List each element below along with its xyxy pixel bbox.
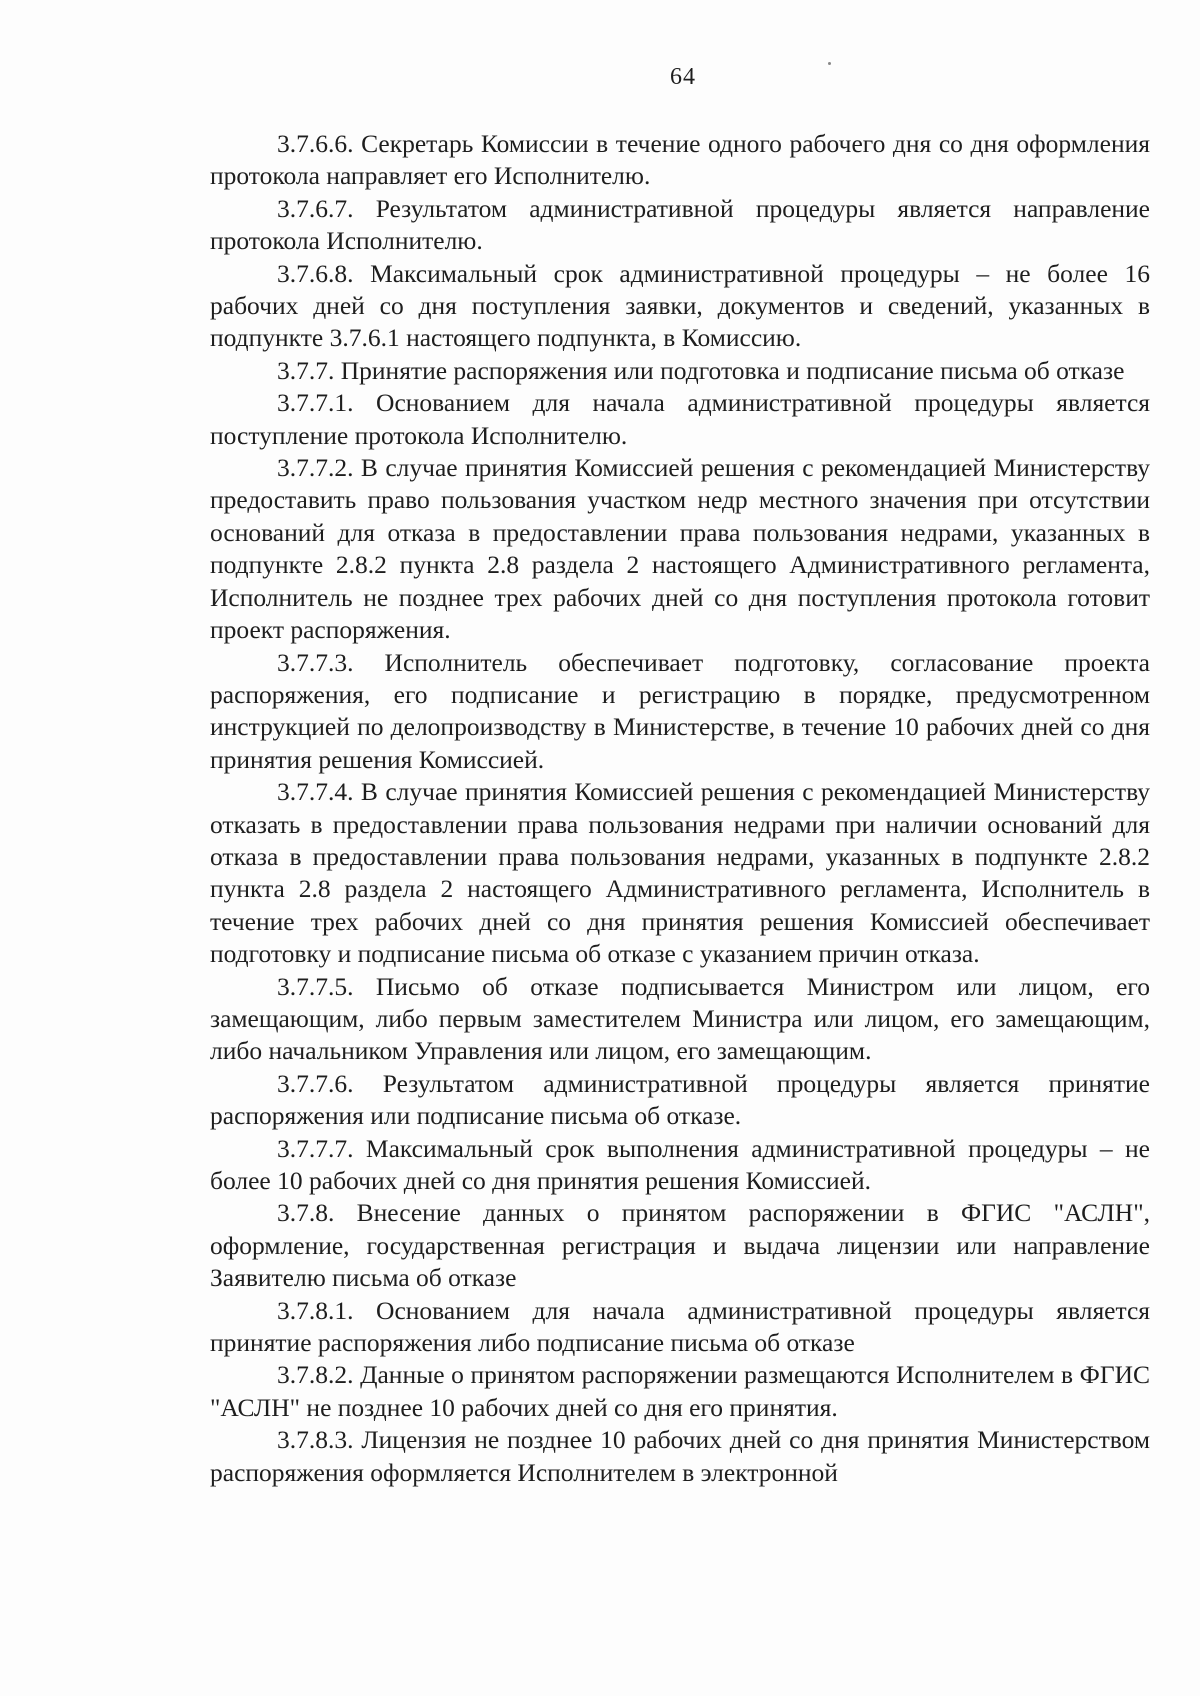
paragraph-3-7-6-6: 3.7.6.6. Секретарь Комиссии в течение одного рабочего дня со дня оформления протокола направляет его Исполнителю. xyxy=(210,129,1150,191)
paragraph-3-7-7-7: 3.7.7.7. Максимальный срок выполнения административной процедуры – не более 10 рабочих дней со дня принятия решения Комиссией. xyxy=(210,1133,1150,1195)
paragraph-3-7-7-4: 3.7.7.4. В случае принятия Комиссией решения с рекомендацией Министерству отказать в предоставлении права пользования недрами при наличии оснований для отказа в предоставлении права пользования недрами, указанных в подпункте 2.8.2 пункта 2.8 раздела 2 настоящего Административного регламента, Исполнитель в течение трех рабочих дней со дня принятия решения Комиссией обеспечивает подготовку и подписание письма об отказе с указанием причин отказа. xyxy=(210,777,1150,969)
paragraph-3-7-7-2: 3.7.7.2. В случае принятия Комиссией решения с рекомендацией Министерству предоставить право пользования участком недр местного значения при отсутствии оснований для отказа в предоставлении права пользования недрами, указанных в подпункте 2.8.2 пункта 2.8 раздела 2 настоящего Административного регламента, Исполнитель не позднее трех рабочих дней со дня поступления протокола готовит проект распоряжения. xyxy=(210,453,1150,645)
paragraph-3-7-6-7: 3.7.6.7. Результатом административной процедуры является направление протокола Исполнителю. xyxy=(210,193,1150,256)
paragraph-3-7-8-1: 3.7.8.1. Основанием для начала административной процедуры является принятие распоряжения либо подписание письма об отказе xyxy=(210,1295,1150,1358)
paragraph-3-7-7-3: 3.7.7.3. Исполнитель обеспечивает подготовку, согласование проекта распоряжения, его подписание и регистрацию в порядке, предусмотренном инструкцией по делопроизводству в Министерстве, в течение 10 рабочих дней со дня принятия решения Комиссией. xyxy=(210,647,1150,774)
paragraph-3-7-8-3: 3.7.8.3. Лицензия не позднее 10 рабочих дней со дня принятия Министерством распоряжения оформляется Исполнителем в электронной xyxy=(210,1425,1150,1487)
heading-3-7-8: 3.7.8. Внесение данных о принятом распоряжении в ФГИС "АСЛН", оформление, государственная регистрация и выдача лицензии или направление Заявителю письма об отказе xyxy=(210,1198,1150,1293)
paragraph-3-7-7-5: 3.7.7.5. Письмо об отказе подписывается Министром или лицом, его замещающим, либо первым заместителем Министра или лицом, его замещающим, либо начальником Управления или лицом, его замещающим. xyxy=(210,971,1150,1066)
heading-3-7-7: 3.7.7. Принятие распоряжения или подготовка и подписание письма об отказе xyxy=(277,355,1125,385)
paragraph-3-7-6-8: 3.7.6.8. Максимальный срок административной процедуры – не более 16 рабочих дней со дня поступления заявки, документов и сведений, указанных в подпункте 3.7.6.1 настоящего подпункта, в Комиссию. xyxy=(210,258,1150,353)
paragraph-3-7-7-6: 3.7.7.6. Результатом административной процедуры является принятие распоряжения или подписание письма об отказе. xyxy=(210,1068,1150,1131)
document-body xyxy=(210,128,1150,1489)
paragraph-3-7-7-1: 3.7.7.1. Основанием для начала административной процедуры является поступление протокола Исполнителю. xyxy=(210,388,1150,450)
paragraph-3-7-8-2: 3.7.8.2. Данные о принятом распоряжении размещаются Исполнителем в ФГИС "АСЛН" не позднее 10 рабочих дней со дня его принятия. xyxy=(210,1360,1150,1422)
page-number: 64 xyxy=(670,64,696,90)
